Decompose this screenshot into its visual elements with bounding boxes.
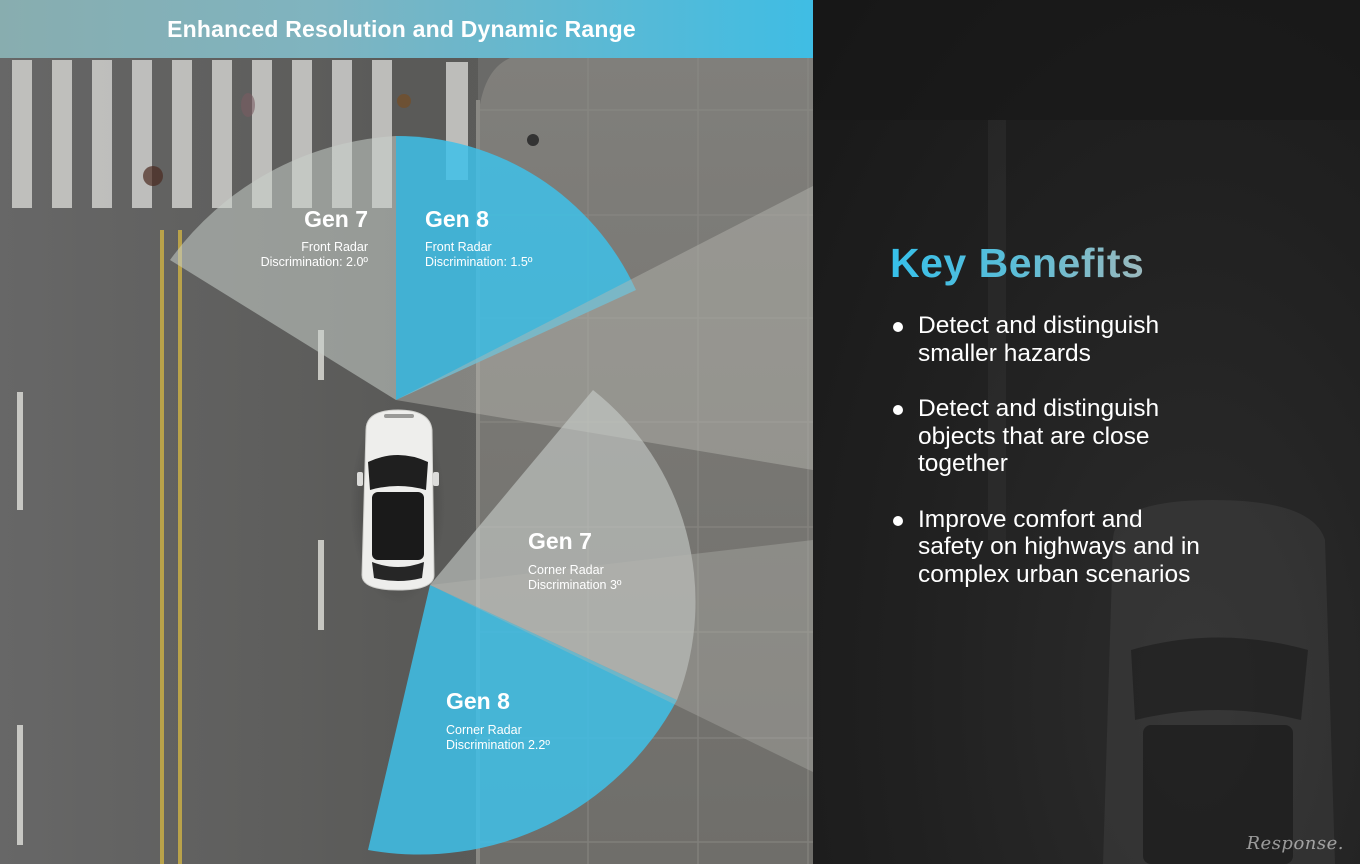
gen7-corner-discrimination: Discrimination 3º [528,578,622,592]
benefits-list [890,312,1210,616]
center-line-1 [160,230,164,864]
gen8-corner-discrimination: Discrimination 2.2º [446,738,550,752]
page-title: Enhanced Resolution and Dynamic Range [167,15,636,42]
key-benefits-title: Key Benefits [890,240,1145,286]
gen8-corner-title: Gen 8 [446,688,510,714]
benefit-text: Detect and distinguish smaller hazards [918,312,1160,367]
bullet-icon [893,405,903,415]
gen8-front-label [425,206,575,270]
gen7-front-discrimination: Discrimination: 2.0º [260,255,368,269]
watermark: Response. [1246,833,1344,854]
gen7-corner-title: Gen 7 [528,528,592,554]
benefit-text: Detect and distinguish objects that are close together [918,395,1160,477]
benefit-text: Improve comfort and safety on highways and in complex urban scenarios [918,505,1200,588]
bullet-icon [893,516,903,526]
header-banner [0,0,813,58]
gen7-corner-radar-type: Corner Radar [528,563,604,577]
gen8-front-radar-type: Front Radar [425,240,492,254]
gen8-corner-label [446,688,616,753]
gen7-corner-label [528,528,678,593]
gen8-front-title: Gen 8 [425,206,489,232]
gen7-front-title: Gen 7 [304,206,368,232]
list-item [890,506,1210,589]
gen7-front-radar-type: Front Radar [301,240,368,254]
car [350,405,446,605]
gen7-front-label [238,206,368,270]
gen8-front-discrimination: Discrimination: 1.5º [425,255,533,269]
center-line-2 [178,230,182,864]
bullet-icon [893,322,903,332]
gen8-corner-radar-type: Corner Radar [446,723,522,737]
key-benefits-panel [813,0,1360,864]
list-item [890,395,1210,478]
list-item [890,312,1210,367]
